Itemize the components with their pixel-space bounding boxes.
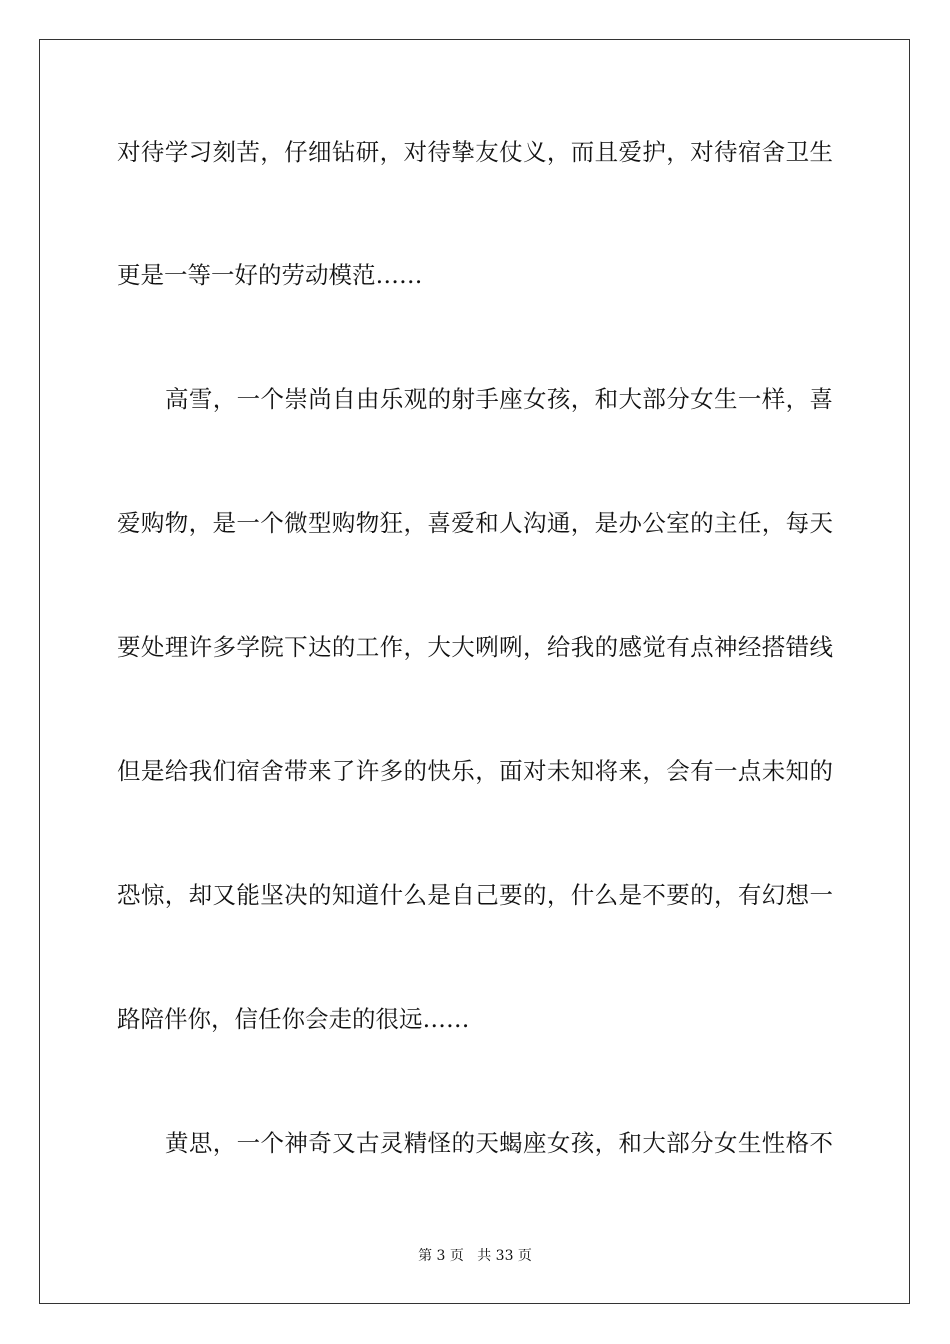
- paragraph-line: 更是一等一好的劳动模范……: [117, 261, 423, 289]
- paragraph-line: 对待学习刻苦，仔细钻研，对待挚友仗义，而且爱护，对待宿舍卫生: [117, 138, 833, 166]
- page-number-footer: 第 3 页 共 33 页: [418, 1248, 532, 1264]
- paragraph-line: 恐惊，却又能坚决的知道什么是自己要的，什么是不要的，有幻想一: [117, 881, 833, 909]
- paragraph-line: 爱购物，是一个微型购物狂，喜爱和人沟通，是办公室的主任，每天: [117, 509, 833, 537]
- paragraph-line: 路陪伴你，信任你会走的很远……: [117, 1005, 470, 1033]
- paragraph-line: 要处理许多学院下达的工作，大大咧咧，给我的感觉有点神经搭错线: [117, 633, 833, 661]
- page-border: [39, 39, 910, 1304]
- paragraph-line: 黄思，一个神奇又古灵精怪的天蝎座女孩，和大部分女生性格不: [165, 1129, 833, 1157]
- paragraph-line: 但是给我们宿舍带来了许多的快乐，面对未知将来，会有一点未知的: [117, 757, 833, 785]
- paragraph-line: 高雪，一个崇尚自由乐观的射手座女孩，和大部分女生一样，喜: [165, 385, 833, 413]
